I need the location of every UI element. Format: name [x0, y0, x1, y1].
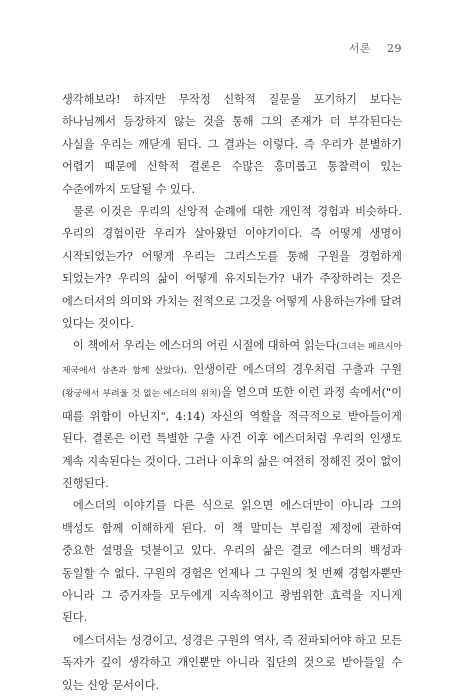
body-text — [62, 89, 402, 697]
parenthetical-note-2: (왕궁에서 부려울 것 없는 에스더의 위치) — [62, 389, 222, 400]
paragraph-4: 에스더의 이야기를 다른 식으로 읽으면 에스더만이 아니라 그의 백성도 함께 이해하게 된다. 이 책 말미는 부림절 제정에 관하여 중요한 설명을 덧붙이고 있다. 우리의 삶은 결코 에스더의 백성과 동일할 수 없다. 구원의 경험은 언제나 그 구원의 첫 번째 경험자뿐만 아니라 그 증거자들 모두에게 지속적이고 광범위한 효력을 지니게 된다. — [62, 499, 402, 625]
paragraph-3-part-b: . 인생이란 에스더의 경우처럼 구출과 구원 — [183, 362, 403, 376]
section-title: 서론 — [348, 42, 371, 55]
paragraph-5: 에스더서는 성경이고, 성경은 구원의 역사, 즉 전파되어야 하고 모든 독자가 깊이 생각하고 개인뿐만 아니라 집단의 것으로 받아들일 수 있는 신앙 문서이다. — [62, 633, 402, 692]
parenthetical-note-1: (그녀는 페르시아 제국에서 삼촌과 함께 살았다) — [62, 342, 402, 376]
paragraph-3-part-c: 을 얻으며 또한 이런 과정 속에서("이 때를 위함이 아닌지", 4:14) 자신의 역할을 적극적으로 받아들이게 된다. 결론은 이런 특별한 구출 사건 이후 에스더처럼 우리의 인생도 계속 지속된다는 것이다. 그러나 이후의 삶은 여전히 정해진 것이 없이 진행된다. — [62, 386, 402, 490]
running-head — [349, 40, 402, 56]
paragraph-2: 물론 이것은 우리의 신앙적 순례에 대한 개인적 경험과 비슷하다. 우리의 경험이란 우리가 살아왔던 이야기이다. 즉 어떻게 생명이 시작되었는가? 어떻게 우리는 그리스도를 통해 구원을 경험하게 되었는가? 우리의 삶이 어떻게 유지되는가? 내가 주장하려는 것은 에스더서의 의미와 가치는 전적으로 그것을 어떻게 사용하는가에 달려 있다는 것이다. — [62, 205, 402, 331]
paragraph-3 — [62, 335, 402, 495]
page-number: 29 — [387, 42, 402, 55]
paragraph-3-part-a: 이 책에서 우리는 에스더의 어린 시절에 대하여 읽는다 — [73, 339, 337, 353]
paragraph-1: 생각해보라! 하지만 무작정 신학적 질문을 포기하기 보다는 하나님께서 등장하지 않는 것을 통해 그의 존재가 더 부각된다는 사실을 우리는 깨닫게 된다. 그 결과는 이렇다. 즉 우리가 분별하기 어렵기 때문에 신학적 결론은 수많은 흥미롭고 통찰력이 있는 수준에까지 도달될 수 있다. — [62, 93, 402, 196]
